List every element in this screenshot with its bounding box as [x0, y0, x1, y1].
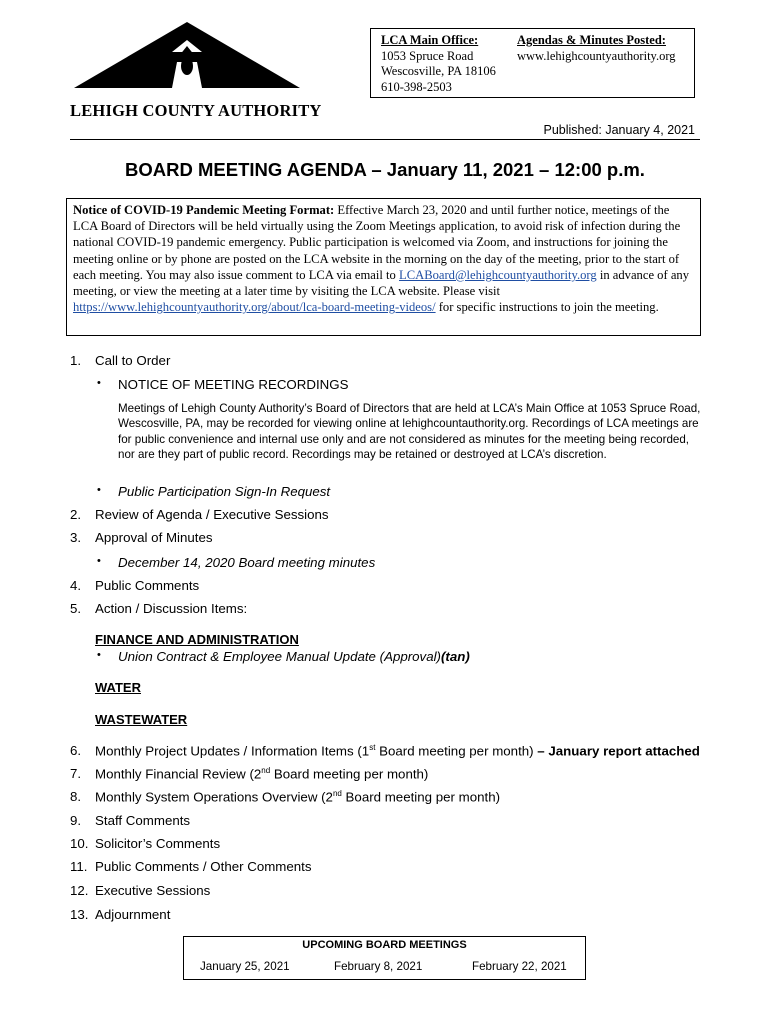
agendas-block: [517, 33, 676, 64]
item-number: 5.: [70, 601, 82, 616]
item-text: Board meeting per month): [270, 766, 429, 782]
item-number: 3.: [70, 530, 82, 545]
agenda-item-3: [0, 530, 770, 550]
notice-text-1: Effective March 23, 2020 and until further notice, meetings of the LCA Board of Directors will be held virtually using the Zoom Meetings application, to avoid risk of infection during the national COVID-19 pandemic emergency. Public participation is welcomed via Zoom, and instructions for joining the meeting online or by phone are posted on the LCA website in the morning on the day of the meeting, prior to the start of each meeting. You may also issue comment to LCA via email to: [73, 203, 681, 282]
bullet-icon: •: [97, 484, 101, 496]
item-bold-note: – January report attached: [537, 743, 700, 759]
item-text: Board meeting per month): [341, 789, 501, 805]
item-number: 7.: [70, 766, 82, 781]
list-item: [0, 377, 770, 397]
upcoming-meetings-title: UPCOMING BOARD MEETINGS: [302, 939, 467, 951]
item-sup: nd: [261, 766, 271, 775]
list-item: [0, 555, 770, 575]
item-number: 12.: [70, 883, 89, 898]
notice-videos-link[interactable]: https://www.lehighcountyauthority.org/about/lca-board-meeting-videos/: [73, 300, 436, 315]
item-label: [95, 743, 700, 758]
bullet-icon: •: [97, 555, 101, 567]
item-label: Staff Comments: [95, 813, 191, 828]
agenda-item-9: [0, 813, 770, 833]
notice-email-link[interactable]: LCABoard@lehighcountyauthority.org: [399, 267, 597, 282]
item-number: 6.: [70, 743, 82, 758]
published-date: Published: January 4, 2021: [543, 123, 695, 137]
finance-bullet-suffix: (tan): [440, 649, 470, 664]
agenda-item-10: [0, 836, 770, 856]
finance-section-heading: FINANCE AND ADMINISTRATION: [95, 632, 299, 647]
agenda-item-13: [0, 907, 770, 927]
header-divider: [70, 139, 700, 140]
bullet-icon: •: [97, 649, 101, 661]
notice-text-3: for specific instructions to join the meeting.: [435, 300, 659, 315]
office-city: Wescosville, PA 18106: [381, 64, 496, 78]
agenda-item-11: [0, 859, 770, 879]
item-sup: nd: [332, 789, 342, 798]
item-sup: st: [369, 743, 376, 752]
recording-notice-text: Meetings of Lehigh County Authority’s Board of Directors that are held at LCA’s Main Office at 1053 Spruce Road, Wescosville, PA, may be recorded for viewing online at lehighcountauthority.org. Recordings of LCA meetings are for public convenience and internal use only and are not considered as minutes for the meeting being recorded, nor are they part of public record. Recordings may be retained or destroyed at LCA’s discretion.: [118, 402, 701, 461]
lca-logo: [74, 22, 300, 90]
finance-bullet: [118, 649, 470, 664]
bullet-icon: •: [97, 377, 101, 389]
main-office-block: [381, 33, 496, 95]
notice-heading: Notice of COVID-19 Pandemic Meeting Format:: [73, 203, 335, 217]
meeting-date: February 22, 2021: [472, 960, 567, 973]
item-text: Monthly Financial Review (2: [95, 766, 262, 782]
list-item: [0, 484, 770, 504]
item-label: Solicitor’s Comments: [95, 836, 221, 851]
item-text: Monthly Project Updates / Information Items (1: [95, 743, 370, 759]
recording-notice-heading: NOTICE OF MEETING RECORDINGS: [118, 377, 349, 392]
agenda-item-4: [0, 578, 770, 598]
item-label: Executive Sessions: [95, 883, 211, 898]
agenda-item-6: [0, 743, 770, 763]
item-label: Approval of Minutes: [95, 530, 213, 545]
agenda-item-2: [0, 507, 770, 527]
item-label: Action / Discussion Items:: [95, 601, 248, 616]
item-number: 1.: [70, 353, 82, 368]
item-number: 2.: [70, 507, 82, 522]
item-number: 8.: [70, 789, 82, 804]
org-name: LEHIGH COUNTY AUTHORITY: [70, 101, 322, 120]
item-number: 9.: [70, 813, 82, 828]
sign-in-request: Public Participation Sign-In Request: [118, 484, 331, 499]
item-label: Call to Order: [95, 353, 171, 368]
page-title: BOARD MEETING AGENDA – January 11, 2021 – 12:00 p.m.: [125, 159, 645, 180]
item-label: [95, 789, 500, 804]
item-label: [95, 766, 428, 781]
item-number: 4.: [70, 578, 82, 593]
item-text: Monthly System Operations Overview (2: [95, 789, 333, 805]
item-number: 10.: [70, 836, 89, 851]
item-number: 13.: [70, 907, 89, 922]
item-label: Public Comments / Other Comments: [95, 859, 312, 874]
water-section-heading: WATER: [95, 680, 141, 695]
main-office-heading: LCA Main Office:: [381, 33, 479, 47]
office-info-box: [370, 28, 695, 98]
item-text: Board meeting per month): [375, 743, 538, 759]
agenda-item-12: [0, 883, 770, 903]
agenda-item-1: [0, 353, 770, 373]
covid-notice-box: [66, 198, 701, 336]
agenda-item-7: [0, 766, 770, 786]
upcoming-meetings-box: [183, 936, 586, 980]
item-label: Public Comments: [95, 578, 200, 593]
list-item: [0, 649, 770, 669]
wastewater-section-heading: WASTEWATER: [95, 712, 188, 727]
agendas-url[interactable]: www.lehighcountyauthority.org: [517, 48, 676, 63]
agendas-heading: Agendas & Minutes Posted:: [517, 33, 666, 47]
item-label: Adjournment: [95, 907, 171, 922]
meeting-date: February 8, 2021: [334, 960, 423, 973]
minutes-item: December 14, 2020 Board meeting minutes: [118, 555, 376, 570]
finance-bullet-text: Union Contract & Employee Manual Update (Approval): [118, 649, 441, 664]
office-street: 1053 Spruce Road: [381, 48, 474, 63]
item-label: Review of Agenda / Executive Sessions: [95, 507, 329, 522]
item-number: 11.: [70, 859, 88, 874]
meeting-date: January 25, 2021: [200, 960, 290, 973]
notice-text-2: in advance of any meeting, or view the meeting at a later time by visiting the LCA website. Please visit: [73, 267, 690, 299]
agenda-item-5: [0, 601, 770, 621]
agenda-item-8: [0, 789, 770, 809]
office-phone: 610-398-2503: [381, 79, 452, 94]
